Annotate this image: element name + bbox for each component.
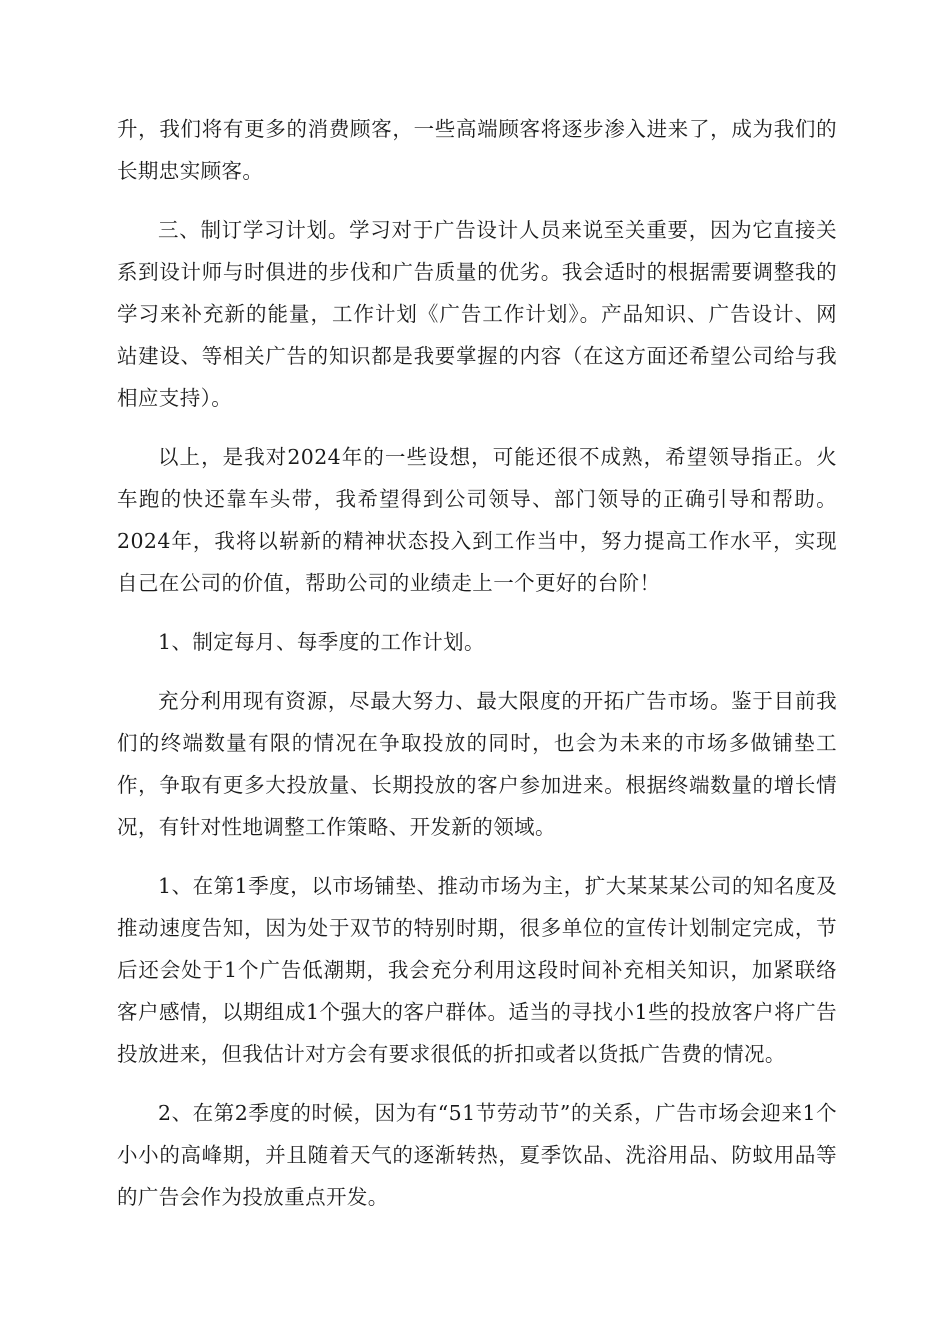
paragraph-4: 1、制定每月、每季度的工作计划。 <box>158 630 485 654</box>
paragraph-5: 充分利用现有资源，尽最大努力、最大限度的开拓广告市场。鉴于目前我们的终端数量有限的情况在争取投放的同时，也会为未来的市场多做铺垫工作，争取有更多大投放量、长期投放的客户参加进来。根据终端数量的增长情况，有针对性地调整工作策略、开发新的领域。 <box>117 689 837 839</box>
paragraph-1: 升，我们将有更多的消费顾客，一些高端顾客将逐步渗入进来了，成为我们的长期忠实顾客。 <box>117 117 837 183</box>
document-body <box>117 108 837 1235</box>
paragraph-7: 2、在第2季度的时候，因为有“51节劳动节”的关系，广告市场会迎来1个小小的高峰期，并且随着天气的逐渐转热，夏季饮品、洗浴用品、防蚊用品等的广告会作为投放重点开发。 <box>117 1101 837 1209</box>
paragraph-3: 以上，是我对2024年的一些设想，可能还很不成熟，希望领导指正。火车跑的快还靠车头带，我希望得到公司领导、部门领导的正确引导和帮助。2024年，我将以崭新的精神状态投入到工作当中，努力提高工作水平，实现自己在公司的价值，帮助公司的业绩走上一个更好的台阶！ <box>117 445 837 595</box>
paragraph-2: 三、制订学习计划。学习对于广告设计人员来说至关重要，因为它直接关系到设计师与时俱进的步伐和广告质量的优劣。我会适时的根据需要调整我的学习来补充新的能量，工作计划《广告工作计划》。产品知识、广告设计、网站建设、等相关广告的知识都是我要掌握的内容（在这方面还希望公司给与我相应支持）。 <box>117 218 837 410</box>
paragraph-6: 1、在第1季度，以市场铺垫、推动市场为主，扩大某某某公司的知名度及推动速度告知，因为处于双节的特别时期，很多单位的宣传计划制定完成，节后还会处于1个广告低潮期，我会充分利用这段时间补充相关知识，加紧联络客户感情，以期组成1个强大的客户群体。适当的寻找小1些的投放客户将广告投放进来，但我估计对方会有要求很低的折扣或者以货抵广告费的情况。 <box>117 874 837 1066</box>
